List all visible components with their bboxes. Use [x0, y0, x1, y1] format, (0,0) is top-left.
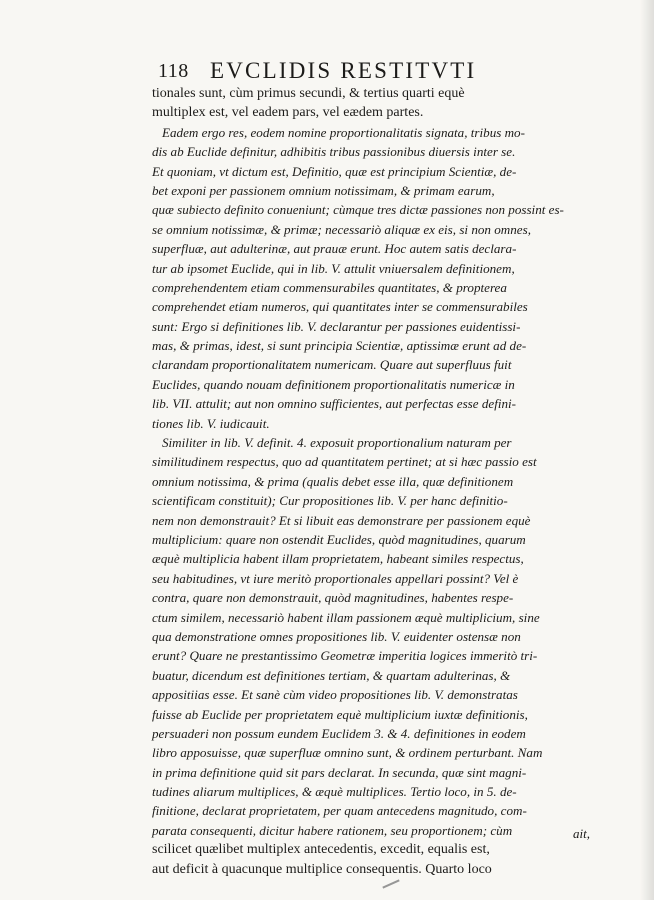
text-line: Euclides, quando nouam definitionem proportionalitatis numericæ in — [152, 376, 515, 392]
text-line: libro apposuisse, quæ superfluæ omnino sunt, & ordinem perturbant. Nam — [152, 745, 543, 761]
text-line: bet exponi per passionem omnium notissimam, & primam earum, — [152, 182, 495, 198]
page-number: 118 — [158, 60, 189, 82]
text-line: Similiter in lib. V. definit. 4. exposuit proportionalium naturam per — [162, 435, 512, 451]
text-line: erunt? Quare ne prestantissimo Geometræ imperitia logices immeritò tri- — [152, 648, 538, 664]
text-line: similitudinem respectus, quo ad quantitatem pertinet; at si hæc passio est — [152, 454, 537, 470]
body-text — [152, 84, 588, 879]
text-line: parata consequenti, dicitur habere rationem, seu proportionem; cùm — [152, 822, 513, 838]
text-line: in prima definitione quid sit pars declarat. In secunda, quæ sint magni- — [152, 764, 527, 780]
text-line: tur ab ipsomet Euclide, qui in lib. V. attulit vniuersalem definitionem, — [152, 260, 515, 276]
text-line: Eadem ergo res, eodem nomine proportionalitatis signata, tribus mo- — [162, 124, 525, 140]
text-line: tionales sunt, cùm primus secundi, & tertius quarti equè — [152, 86, 465, 101]
text-line: lib. VII. attulit; aut non omnino sufficientes, aut perfectas esse defini- — [152, 396, 517, 412]
ink-mark — [382, 879, 399, 888]
text-line: multiplicium: quare non ostendit Euclides, quòd magnitudines, quarum — [152, 531, 526, 547]
text-line: persuaderi non possum eundem Euclidem 3. & 4. definitiones in eodem — [152, 725, 526, 741]
text-line: ctum similem, necessariò habent illam passionem æquè multiplicium, sine — [152, 609, 540, 625]
text-line: scilicet quælibet multiplex antecedentis, excedit, equalis est, — [152, 842, 490, 858]
running-title: EVCLIDIS RESTITVTI — [210, 58, 477, 83]
catchword: ait, — [573, 826, 590, 841]
text-line: dis ab Euclide definitur, adhibitis tribus passionibus diuersis inter se. — [152, 144, 516, 160]
text-line: contra, quare non demonstrauit, quòd magnitudines, habentes respe- — [152, 590, 514, 606]
text-line: quæ subiecto definito conueniunt; cùmque tres dictæ passiones non possint es- — [152, 202, 564, 218]
text-line: sunt: Ergo si definitiones lib. V. declarantur per passiones euidentissi- — [152, 318, 521, 334]
text-line: Et quoniam, vt dictum est, Definitio, quæ est principium Scientiæ, de- — [152, 163, 517, 179]
text-line: multiplex est, vel eadem pars, vel eædem partes. — [152, 105, 424, 121]
text-line: nem non demonstrauit? Et si libuit eas demonstrare per passionem equè — [152, 512, 531, 528]
binding-shadow — [640, 0, 654, 900]
text-line: tiones lib. V. iudicauit. — [152, 415, 270, 431]
text-line: scientificam constituit); Cur propositiones lib. V. per hanc definitio- — [152, 493, 508, 509]
text-line: æquè multiplicia habent illam proprietatem, habeant similes respectus, — [152, 551, 524, 567]
text-line: omnium notissima, & prima (qualis debet esse illa, quæ definitionem — [152, 473, 514, 489]
text-line: buatur, dicendum est definitiones tertiam, & quartam adulterinas, & — [152, 667, 511, 683]
text-line: comprehendet etiam numeros, qui quantitates inter se commensurabiles — [152, 299, 528, 315]
text-line: clarandam proportionalitatem numericam. Quare aut superfluus fuit — [152, 357, 512, 373]
text-line: finitione, declarat proprietatem, per quam antecedens magnitudo, com- — [152, 803, 527, 819]
text-line: fuisse ab Euclide per proprietatem equè multiplicium iuxtæ definitionis, — [152, 706, 528, 722]
text-line: superfluæ, aut adulterinæ, aut prauæ erunt. Hoc autem satis declara- — [152, 241, 517, 257]
text-line: se omnium notissimæ, & primæ; necessariò aliquæ ex eis, si non omnes, — [152, 221, 531, 237]
text-line: comprehendentem etiam commensurabiles quantitates, & propterea — [152, 279, 507, 295]
text-line: tudines aliarum multiplices, & æquè multiplices. Tertio loco, in 5. de- — [152, 784, 517, 800]
text-line: mas, & primas, idest, si sunt principia Scientiæ, aptissimæ erunt ad de- — [152, 338, 527, 354]
text-line: qua demonstratione omnes propositiones lib. V. euidenter ostensæ non — [152, 628, 521, 644]
text-line: seu habitudines, vt iure meritò proportionales appellari possint? Vel è — [152, 570, 519, 586]
text-line: appositiias esse. Et sanè cùm video propositiones lib. V. demonstratas — [152, 687, 518, 703]
text-line: aut deficit à quacunque multiplice consequentis. Quarto loco — [152, 861, 492, 877]
